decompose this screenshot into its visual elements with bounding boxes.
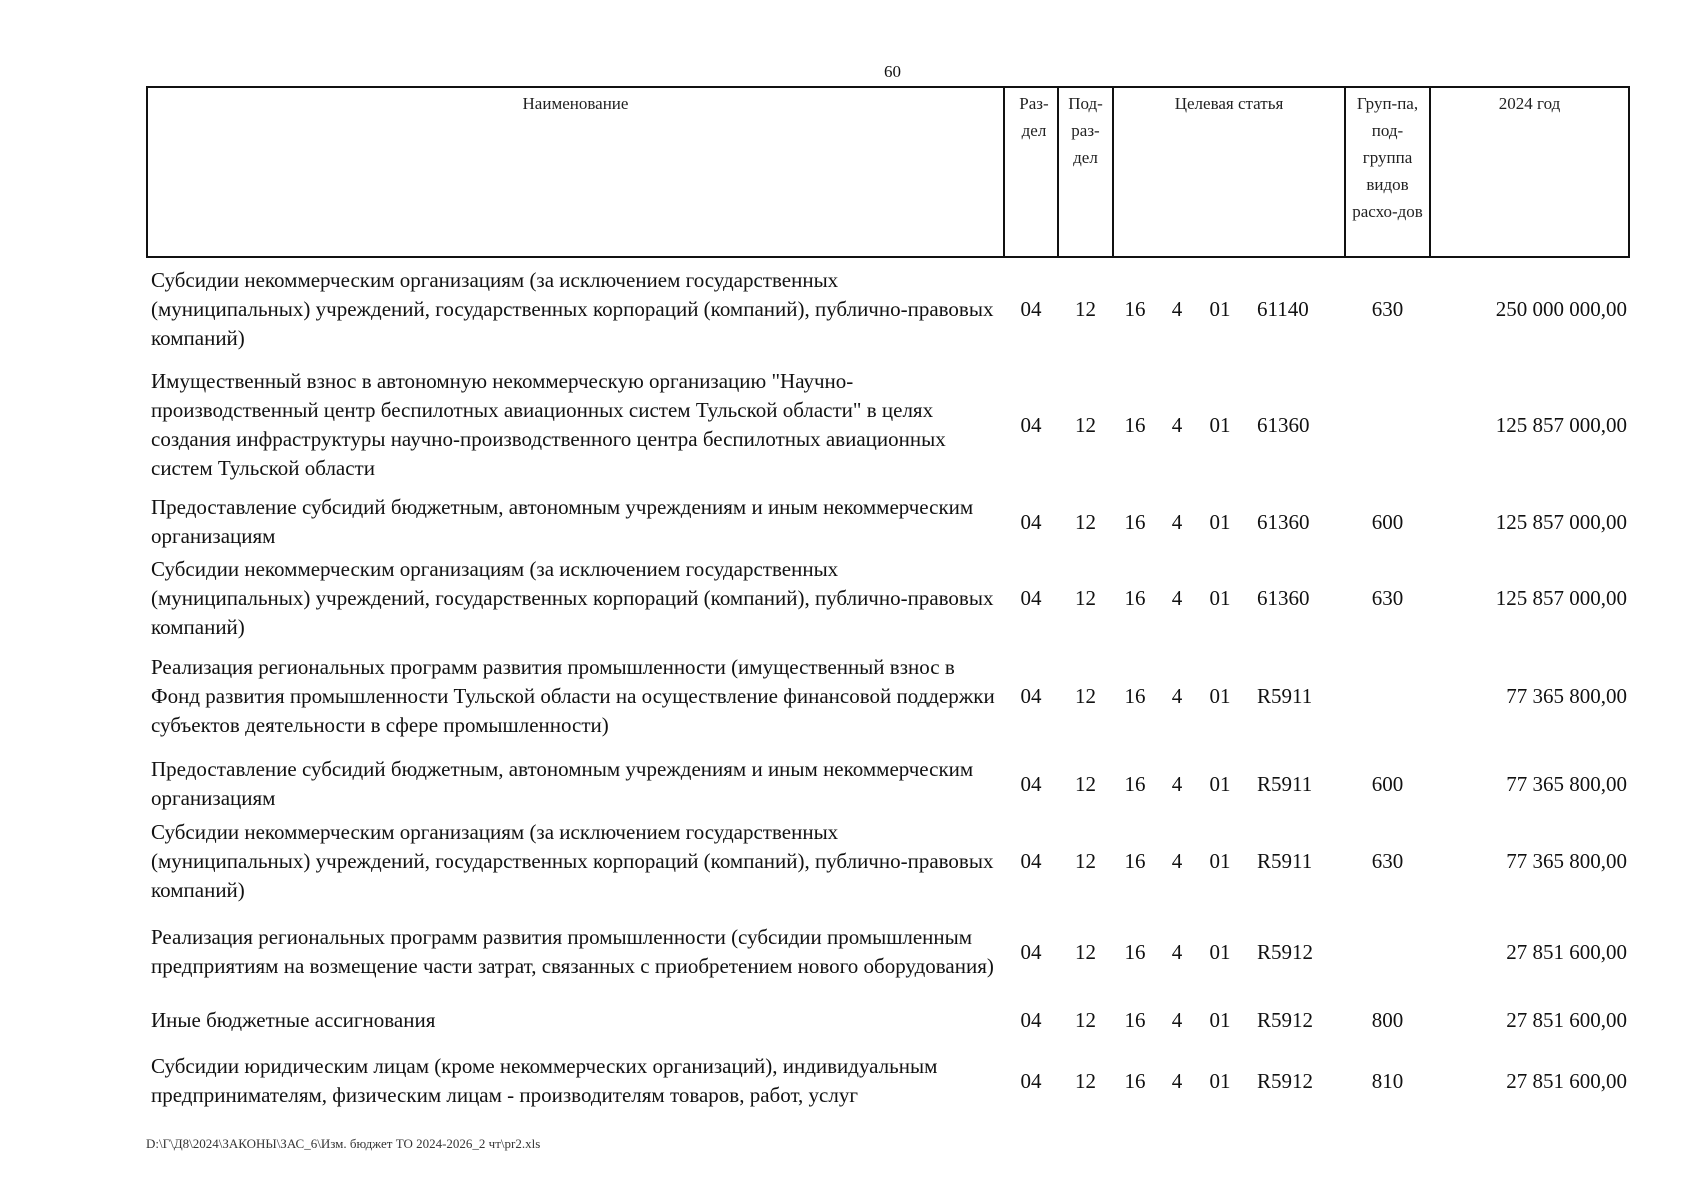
row-target-part3: 01	[1209, 771, 1231, 796]
row-target-part4: 61360	[1257, 412, 1310, 437]
table-header	[147, 87, 1629, 257]
header-razdel-label: Раз-дел	[1019, 94, 1049, 140]
row-name: Иные бюджетные ассигнования	[151, 1007, 436, 1032]
row-target-part1: 16	[1124, 509, 1146, 534]
row-target-part2: 4	[1171, 586, 1183, 610]
row-target-part4: R5912	[1257, 939, 1314, 964]
row-target-part4: R5911	[1257, 771, 1313, 796]
header-podrazdel-label: Под-раз-дел	[1068, 94, 1103, 167]
table-row	[147, 555, 1629, 642]
row-name: Предоставление субсидий бюджетным, автономным учреждениям и иным некоммерческим организациям	[151, 757, 974, 810]
row-target-part3: 01	[1209, 849, 1231, 873]
row-amount: 77 365 800,00	[1506, 849, 1627, 873]
row-group: 600	[1371, 771, 1404, 796]
table-row	[147, 818, 1629, 905]
row-podrazdel: 12	[1075, 586, 1096, 610]
row-name: Субсидии некоммерческим организациям (за исключением государственных (муниципальных) учреждений, государственных корпораций (компаний), публично-правовых компаний)	[151, 820, 994, 902]
table-row	[147, 642, 1629, 750]
row-group	[1345, 642, 1430, 750]
row-target-part1: 16	[1124, 1007, 1146, 1032]
row-target-part3: 01	[1209, 412, 1231, 437]
row-name: Субсидии некоммерческим организациям (за исключением государственных (муниципальных) учреждений, государственных корпораций (компаний), публично-правовых компаний)	[151, 268, 994, 350]
row-razdel: 04	[1020, 297, 1042, 321]
header-target-article: Целевая статья	[1113, 87, 1345, 257]
row-podrazdel: 12	[1075, 771, 1096, 796]
row-target-part4: 61140	[1257, 297, 1309, 321]
row-group: 800	[1371, 1007, 1404, 1032]
header-group-label: Груп-па, под-группа видов расхо-дов	[1352, 94, 1423, 221]
table-body	[147, 257, 1629, 1121]
row-target-part3: 01	[1209, 509, 1231, 534]
row-target-part2: 4	[1171, 1068, 1183, 1093]
row-name: Реализация региональных программ развития промышленности (имущественный взнос в Фонд развития промышленности Тульской области на осуществление финансовой поддержки субъектов деятельности в сфере промышленности)	[151, 654, 995, 737]
row-target-part1: 16	[1124, 297, 1146, 321]
row-target-part2: 4	[1171, 939, 1183, 964]
row-amount: 125 857 000,00	[1495, 586, 1627, 610]
row-podrazdel: 12	[1075, 939, 1096, 964]
row-target-part2: 4	[1171, 1007, 1183, 1032]
row-amount: 27 851 600,00	[1506, 1068, 1627, 1093]
row-target-part1: 16	[1124, 939, 1146, 964]
row-target-part2: 4	[1171, 849, 1183, 873]
row-amount: 77 365 800,00	[1506, 771, 1627, 796]
row-amount: 125 857 000,00	[1495, 412, 1627, 437]
table-row	[147, 361, 1629, 489]
row-razdel: 04	[1020, 586, 1042, 610]
row-razdel: 04	[1020, 771, 1042, 796]
row-name: Предоставление субсидий бюджетным, автономным учреждениям и иным некоммерческим организациям	[151, 495, 974, 548]
page-number: 60	[884, 62, 901, 81]
row-podrazdel: 12	[1075, 1068, 1096, 1093]
table-row	[147, 905, 1629, 999]
row-target-part4: R5912	[1257, 1007, 1314, 1032]
row-target-part1: 16	[1124, 586, 1146, 610]
row-target-part2: 4	[1171, 509, 1183, 534]
row-target-part3: 01	[1209, 683, 1231, 708]
row-podrazdel: 12	[1075, 683, 1096, 708]
row-name: Субсидии юридическим лицам (кроме некоммерческих организаций), индивидуальным предпринимателям, физическим лицам - производителям товаров, работ, услуг	[151, 1054, 938, 1107]
row-amount: 125 857 000,00	[1495, 509, 1627, 534]
row-target-part3: 01	[1209, 586, 1231, 610]
row-razdel: 04	[1020, 509, 1042, 534]
row-razdel: 04	[1020, 849, 1042, 873]
header-podrazdel	[1058, 87, 1113, 257]
row-target-part2: 4	[1171, 683, 1183, 708]
row-target-part2: 4	[1171, 412, 1183, 437]
row-podrazdel: 12	[1075, 297, 1096, 321]
footer-file-path: D:\Г\Д8\2024\ЗАКОНЫ\ЗАС_6\Изм. бюджет ТО 2024-2026_2 чт\pr2.xls	[146, 1136, 541, 1151]
row-podrazdel: 12	[1075, 509, 1096, 534]
row-group: 810	[1371, 1068, 1404, 1093]
budget-table	[146, 86, 1630, 1121]
row-razdel: 04	[1020, 412, 1042, 437]
row-group: 630	[1371, 297, 1404, 321]
row-target-part1: 16	[1124, 771, 1146, 796]
row-target-part4: 61360	[1257, 586, 1310, 610]
row-target-part1: 16	[1124, 849, 1146, 873]
row-target-part4: R5912	[1257, 1068, 1314, 1093]
row-amount: 77 365 800,00	[1506, 683, 1627, 708]
row-group	[1345, 905, 1430, 999]
row-razdel: 04	[1020, 683, 1042, 708]
row-group: 600	[1371, 509, 1404, 534]
row-amount: 27 851 600,00	[1506, 939, 1627, 964]
row-podrazdel: 12	[1075, 1007, 1096, 1032]
row-podrazdel: 12	[1075, 849, 1096, 873]
table-row	[147, 257, 1629, 361]
header-year: 2024 год	[1430, 87, 1629, 257]
row-target-part3: 01	[1209, 297, 1231, 321]
row-target-part3: 01	[1209, 1068, 1231, 1093]
table-row	[147, 999, 1629, 1041]
row-amount: 250 000 000,00	[1495, 297, 1627, 321]
header-group	[1345, 87, 1430, 257]
header-razdel	[1004, 87, 1058, 257]
row-target-part3: 01	[1209, 939, 1231, 964]
row-target-part2: 4	[1171, 771, 1183, 796]
row-target-part3: 01	[1209, 1007, 1231, 1032]
budget-sheet	[146, 86, 1628, 1121]
row-razdel: 04	[1020, 939, 1042, 964]
header-name: Наименование	[147, 87, 1004, 257]
row-name: Субсидии некоммерческим организациям (за исключением государственных (муниципальных) учреждений, государственных корпораций (компаний), публично-правовых компаний)	[151, 557, 994, 639]
row-target-part1: 16	[1124, 683, 1146, 708]
row-target-part1: 16	[1124, 412, 1146, 437]
row-name: Имущественный взнос в автономную некоммерческую организацию "Научно-производственный центр беспилотных авиационных систем Тульской области" в целях создания инфраструктуры научно-производственного центра беспилотных авиационных систем Тульской области	[151, 369, 946, 480]
row-group: 630	[1371, 849, 1404, 873]
table-row	[147, 1041, 1629, 1121]
row-target-part4: R5911	[1257, 849, 1313, 873]
row-target-part4: R5911	[1257, 683, 1313, 708]
table-row	[147, 489, 1629, 555]
row-razdel: 04	[1020, 1068, 1042, 1093]
row-name: Реализация региональных программ развития промышленности (субсидии промышленным предприятиям на возмещение части затрат, связанных с приобретением нового оборудования)	[151, 925, 994, 978]
row-amount: 27 851 600,00	[1506, 1007, 1627, 1032]
row-razdel: 04	[1020, 1007, 1042, 1032]
row-target-part2: 4	[1171, 297, 1183, 321]
row-group	[1345, 361, 1430, 489]
row-group: 630	[1371, 586, 1404, 610]
table-row	[147, 750, 1629, 818]
row-target-part4: 61360	[1257, 509, 1310, 534]
row-podrazdel: 12	[1075, 412, 1096, 437]
row-target-part1: 16	[1124, 1068, 1146, 1093]
